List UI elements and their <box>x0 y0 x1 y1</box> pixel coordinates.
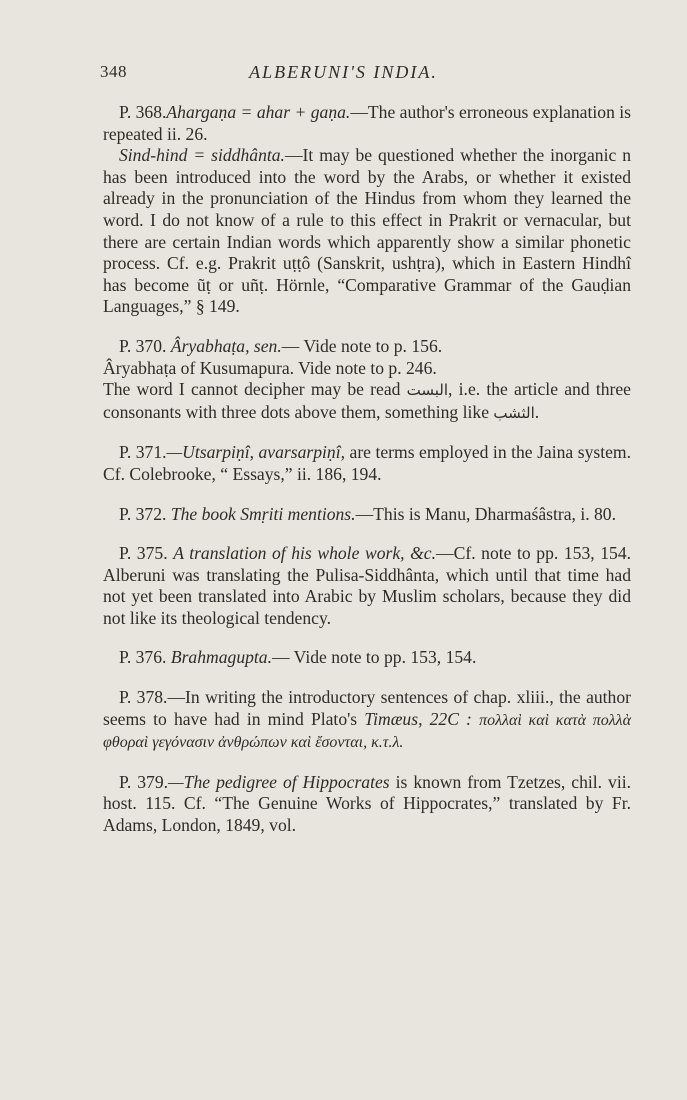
note-ref: P. 368. <box>119 102 167 122</box>
note-lemma: —Utsarpiṇî, avarsarpiṇî, <box>166 442 346 463</box>
note-lemma: Brahmagupta. <box>170 647 272 668</box>
note-lemma: A translation of his whole work, &c. <box>173 543 437 564</box>
note-paragraph <box>103 336 631 358</box>
note-text: is known from Tzetzes, chil. vii. host. 115. Cf. “The Genuine Works of Hippocrates,” translated by Fr. Adams, London, 1849, vol. <box>103 771 632 836</box>
note-text: . <box>534 401 540 422</box>
note-text: are terms employed in the Jaina system. Cf. Colebrooke, “ Essays,” ii. 186, 194. <box>103 442 632 484</box>
note-lemma: Âryabhaṭa, sen. <box>170 335 282 356</box>
note-paragraph <box>103 543 631 629</box>
note-text: — Vide note to p. 156. <box>281 335 443 356</box>
note-p368 <box>103 102 631 318</box>
page-number: 348 <box>100 62 127 81</box>
note-lemma: Ahargaṇa = ahar + gaṇa. <box>166 102 351 122</box>
note-text: Âryabhaṭa of Kusumapura. Vide note to p. 246. <box>103 357 437 378</box>
note-lemma: —The pedigree of Hippocrates <box>168 771 390 792</box>
note-paragraph <box>103 102 631 145</box>
note-p375 <box>103 543 631 629</box>
greek-quotation: πολλαὶ καὶ κατὰ πολλὰ φθοραὶ γεγόνασιν ἀνθρώπων καὶ ἔσονται, κ.τ.λ. <box>103 711 631 752</box>
note-text: The word I cannot decipher may be read <box>103 379 401 400</box>
note-text: —This is Manu, Dharmaśâstra, i. 80. <box>355 503 617 524</box>
note-lemma: Sind-hind = siddhânta. <box>119 145 285 166</box>
note-text: , i.e. the article and three consonants with three dots above them, something like <box>103 379 631 422</box>
note-ref: P. 379. <box>119 771 169 792</box>
note-ref: P. 378. <box>119 687 168 708</box>
note-ref: P. 370. <box>119 335 167 356</box>
work-title: Timæus, 22C : <box>364 708 472 729</box>
note-text: —It may be questioned whether the inorganic n has been introduced into the word by the Arabs, or whether it existed already in the pronunciation of the Hindus from whom they learned the word. I do not know of a rule to this effect in Prakrit or vernacular, but there are certain Indian words which apparently show a similar phonetic process. Cf. e.g. Prakrit uṭṭô (Sanskrit, ushṭra), which in Eastern Hindhî has become ũṭ or uñṭ. Hörnle, “Comparative Grammar of the Gauḍian Languages,” § 149. <box>103 145 631 317</box>
note-ref: P. 371. <box>119 442 167 463</box>
note-paragraph <box>103 647 631 669</box>
note-p378 <box>103 687 631 754</box>
running-title: ALBERUNI'S INDIA. <box>249 62 438 82</box>
note-paragraph <box>103 358 631 380</box>
arabic-word: الثشب <box>493 403 535 422</box>
note-ref: P. 376. <box>119 647 167 668</box>
note-p370 <box>103 336 631 424</box>
note-p376 <box>103 647 631 669</box>
note-p379 <box>103 772 631 837</box>
note-text: —The author's erroneous explanation is repeated ii. 26. <box>103 102 631 144</box>
note-paragraph <box>103 379 631 424</box>
note-paragraph <box>103 772 631 837</box>
note-paragraph <box>103 687 631 754</box>
note-p371 <box>103 442 631 485</box>
notes-body <box>103 102 631 855</box>
note-paragraph <box>103 442 631 485</box>
arabic-word: البست <box>406 381 449 400</box>
note-ref: P. 372. <box>119 503 167 524</box>
note-p372 <box>103 504 631 526</box>
note-text: —In writing the introductory sentences of chap. xliii., the author seems to have had in mind Plato's <box>103 687 632 729</box>
note-text: —Cf. note to pp. 153, 154. Alberuni was translating the Pulisa-Siddhânta, which until that time had not yet been translated into Arabic by Muslim scholars, because they did not like its theological tendency. <box>103 543 632 628</box>
note-ref: P. 375. <box>119 543 168 564</box>
page-header <box>0 62 687 90</box>
note-lemma: The book Smṛiti mentions. <box>170 503 356 524</box>
note-paragraph <box>103 145 631 318</box>
note-paragraph <box>103 504 631 526</box>
note-text: — Vide note to pp. 153, 154. <box>272 647 477 668</box>
